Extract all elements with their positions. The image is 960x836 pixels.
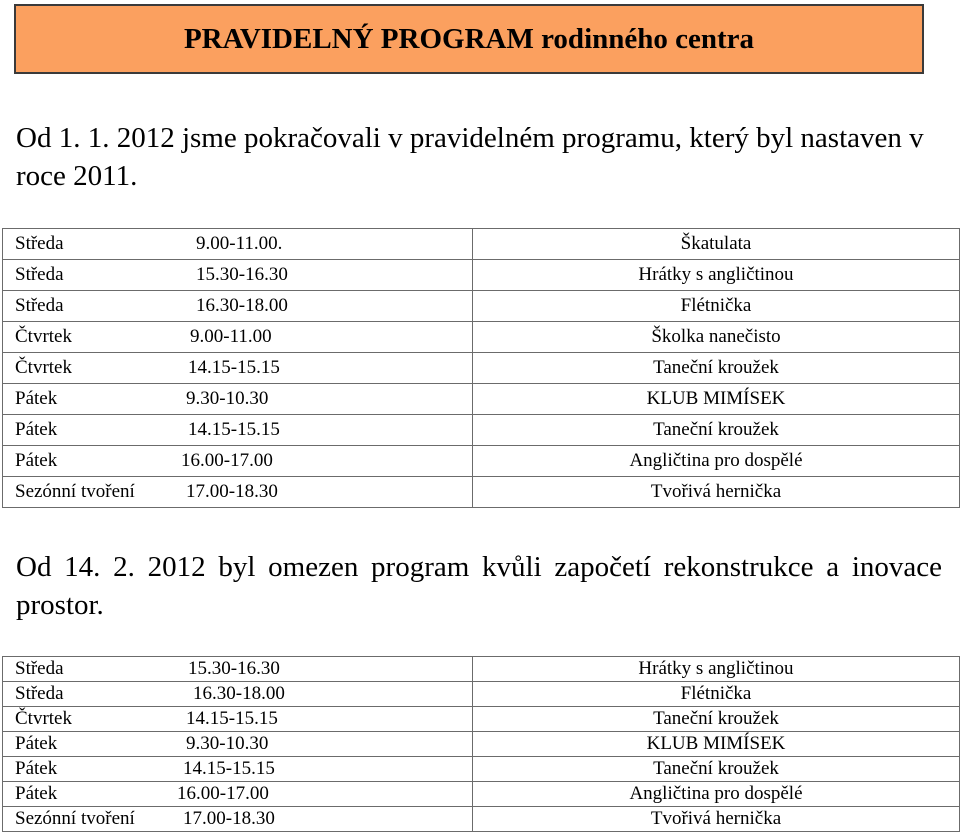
schedule-row — [3, 477, 960, 508]
day-label: Středa — [15, 264, 64, 285]
day-label: Středa — [15, 233, 64, 254]
day-time-cell — [3, 682, 473, 707]
day-label: Sezónní tvoření — [15, 481, 135, 502]
day-time-cell — [3, 260, 473, 291]
day-label: Středa — [15, 295, 64, 316]
day-time-cell — [3, 353, 473, 384]
schedule-row — [3, 657, 960, 682]
time-label: 16.00-17.00 — [177, 783, 269, 804]
day-time-cell — [3, 384, 473, 415]
day-label: Čtvrtek — [15, 326, 72, 347]
schedule-row — [3, 757, 960, 782]
day-label: Pátek — [15, 733, 58, 754]
activity-cell: KLUB MIMÍSEK — [473, 732, 960, 757]
day-time-cell — [3, 446, 473, 477]
schedule-row — [3, 291, 960, 322]
day-time-cell — [3, 477, 473, 508]
schedule-row — [3, 229, 960, 260]
schedule-table-2011 — [2, 228, 960, 508]
time-label: 15.30-16.30 — [188, 658, 280, 679]
activity-cell: Taneční kroužek — [473, 757, 960, 782]
time-label: 9.00-11.00. — [196, 233, 283, 254]
schedule-row — [3, 353, 960, 384]
schedule-row — [3, 260, 960, 291]
activity-cell: Angličtina pro dospělé — [473, 782, 960, 807]
day-time-cell — [3, 322, 473, 353]
time-label: 17.00-18.30 — [186, 481, 278, 502]
activity-cell: Tvořivá hernička — [473, 477, 960, 508]
schedule-row — [3, 807, 960, 832]
page-title: PRAVIDELNÝ PROGRAM rodinného centra — [183, 22, 755, 55]
activity-cell: Flétnička — [473, 291, 960, 322]
activity-cell: Hrátky s angličtinou — [473, 657, 960, 682]
day-label: Pátek — [15, 388, 58, 409]
schedule-row — [3, 707, 960, 732]
day-time-cell — [3, 291, 473, 322]
day-label: Pátek — [15, 450, 58, 471]
schedule-row — [3, 446, 960, 477]
activity-cell: KLUB MIMÍSEK — [473, 384, 960, 415]
day-time-cell — [3, 415, 473, 446]
activity-cell: Taneční kroužek — [473, 415, 960, 446]
day-time-cell — [3, 229, 473, 260]
time-label: 16.30-18.00 — [193, 683, 285, 704]
day-label: Čtvrtek — [15, 357, 72, 378]
time-label: 9.30-10.30 — [186, 733, 269, 754]
day-label: Pátek — [15, 419, 58, 440]
schedule-row — [3, 322, 960, 353]
time-label: 14.15-15.15 — [183, 758, 275, 779]
activity-cell: Angličtina pro dospělé — [473, 446, 960, 477]
day-time-cell — [3, 657, 473, 682]
day-label: Čtvrtek — [15, 708, 72, 729]
time-label: 14.15-15.15 — [186, 708, 278, 729]
time-label: 9.00-11.00 — [190, 326, 272, 347]
schedule-row — [3, 782, 960, 807]
day-label: Pátek — [15, 783, 58, 804]
time-label: 14.15-15.15 — [188, 419, 280, 440]
activity-cell: Flétnička — [473, 682, 960, 707]
schedule-row — [3, 384, 960, 415]
notice-paragraph: Od 14. 2. 2012 byl omezen program kvůli započetí rekonstrukce a inovace prostor. — [16, 551, 942, 621]
schedule-row — [3, 732, 960, 757]
day-time-cell — [3, 707, 473, 732]
intro-paragraph: Od 1. 1. 2012 jsme pokračovali v pravidelném programu, který byl nastaven v roce 2011. — [16, 122, 924, 192]
title-banner — [14, 4, 924, 74]
time-label: 16.30-18.00 — [196, 295, 288, 316]
activity-cell: Hrátky s angličtinou — [473, 260, 960, 291]
day-time-cell — [3, 732, 473, 757]
time-label: 15.30-16.30 — [196, 264, 288, 285]
day-time-cell — [3, 757, 473, 782]
activity-cell: Taneční kroužek — [473, 707, 960, 732]
activity-cell: Tvořivá hernička — [473, 807, 960, 832]
activity-cell: Školka nanečisto — [473, 322, 960, 353]
schedule-row — [3, 415, 960, 446]
day-label: Středa — [15, 658, 64, 679]
day-time-cell — [3, 807, 473, 832]
schedule-table-reduced — [2, 656, 960, 832]
day-label: Sezónní tvoření — [15, 808, 135, 829]
time-label: 14.15-15.15 — [188, 357, 280, 378]
day-label: Pátek — [15, 758, 58, 779]
time-label: 17.00-18.30 — [183, 808, 275, 829]
day-label: Středa — [15, 683, 64, 704]
activity-cell: Škatulata — [473, 229, 960, 260]
time-label: 16.00-17.00 — [181, 450, 273, 471]
activity-cell: Taneční kroužek — [473, 353, 960, 384]
schedule-row — [3, 682, 960, 707]
time-label: 9.30-10.30 — [186, 388, 269, 409]
day-time-cell — [3, 782, 473, 807]
